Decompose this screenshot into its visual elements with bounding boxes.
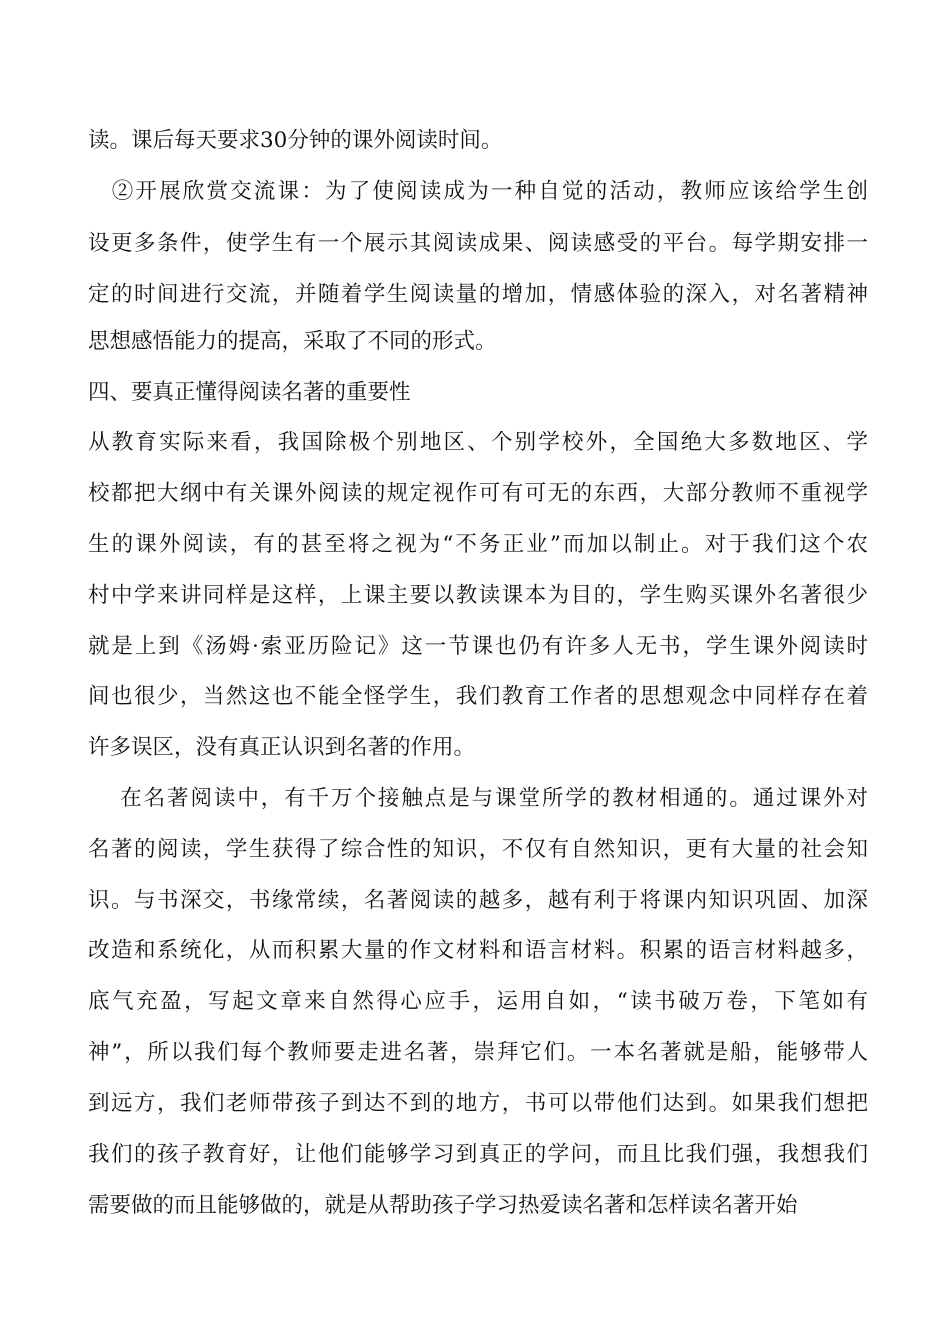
text-line-16: 识。与书深交，书缘常续，名著阅读的越多，越有利于将课内知识巩固、加深 xyxy=(88,888,868,913)
text-line-13: 许多误区，没有真正认识到名著的作用。 xyxy=(88,735,476,760)
text-line-19: 神”，所以我们每个教师要走进名著，崇拜它们。一本名著就是船，能够带人 xyxy=(88,1040,868,1065)
text-line-4: 定的时间进行交流，并随着学生阅读量的增加，情感体验的深入，对名著精神 xyxy=(88,282,868,307)
text-line-10: 村中学来讲同样是这样，上课主要以教读课本为目的，学生购买课外名著很少 xyxy=(88,583,868,608)
text-line-1: 读。课后每天要求30分钟的课外阅读时间。 xyxy=(88,128,503,153)
text-line-22: 需要做的而且能够做的，就是从帮助孩子学习热爱读名著和怎样读名著开始 xyxy=(88,1193,798,1218)
text-line-3: 设更多条件，使学生有一个展示其阅读成果、阅读感受的平台。每学期安排一 xyxy=(88,231,868,256)
text-line-11: 就是上到《汤姆·索亚历险记》这一节课也仍有许多人无书，学生课外阅读时 xyxy=(88,634,868,659)
text-line-5: 思想感悟能力的提高，采取了不同的形式。 xyxy=(88,329,497,354)
text-line-20: 到远方，我们老师带孩子到达不到的地方，书可以带他们达到。如果我们想把 xyxy=(88,1091,868,1116)
section-heading: 四、要真正懂得阅读名著的重要性 xyxy=(88,380,411,405)
text-line-17: 改造和系统化，从而积累大量的作文材料和语言材料。积累的语言材料越多， xyxy=(88,938,868,963)
text-line-15: 名著的阅读，学生获得了综合性的知识，不仅有自然知识，更有大量的社会知 xyxy=(88,837,868,862)
text-line-9: 生的课外阅读，有的甚至将之视为“不务正业”而加以制止。对于我们这个农 xyxy=(88,532,868,557)
text-line-12: 间也很少，当然这也不能全怪学生，我们教育工作者的思想观念中同样存在着 xyxy=(88,684,868,709)
text-line-8: 校都把大纲中有关课外阅读的规定视作可有可无的东西，大部分教师不重视学 xyxy=(88,481,868,506)
text-line-2: ②开展欣赏交流课：为了使阅读成为一种自觉的活动，教师应该给学生创 xyxy=(88,179,868,204)
text-line-14: 在名著阅读中，有千万个接触点是与课堂所学的教材相通的。通过课外对 xyxy=(88,786,868,811)
text-line-18: 底气充盈，写起文章来自然得心应手，运用自如，“读书破万卷，下笔如有 xyxy=(88,989,868,1014)
text-line-21: 我们的孩子教育好，让他们能够学习到真正的学问，而且比我们强，我想我们 xyxy=(88,1142,868,1167)
text-line-7: 从教育实际来看，我国除极个别地区、个别学校外，全国绝大多数地区、学 xyxy=(88,430,868,455)
